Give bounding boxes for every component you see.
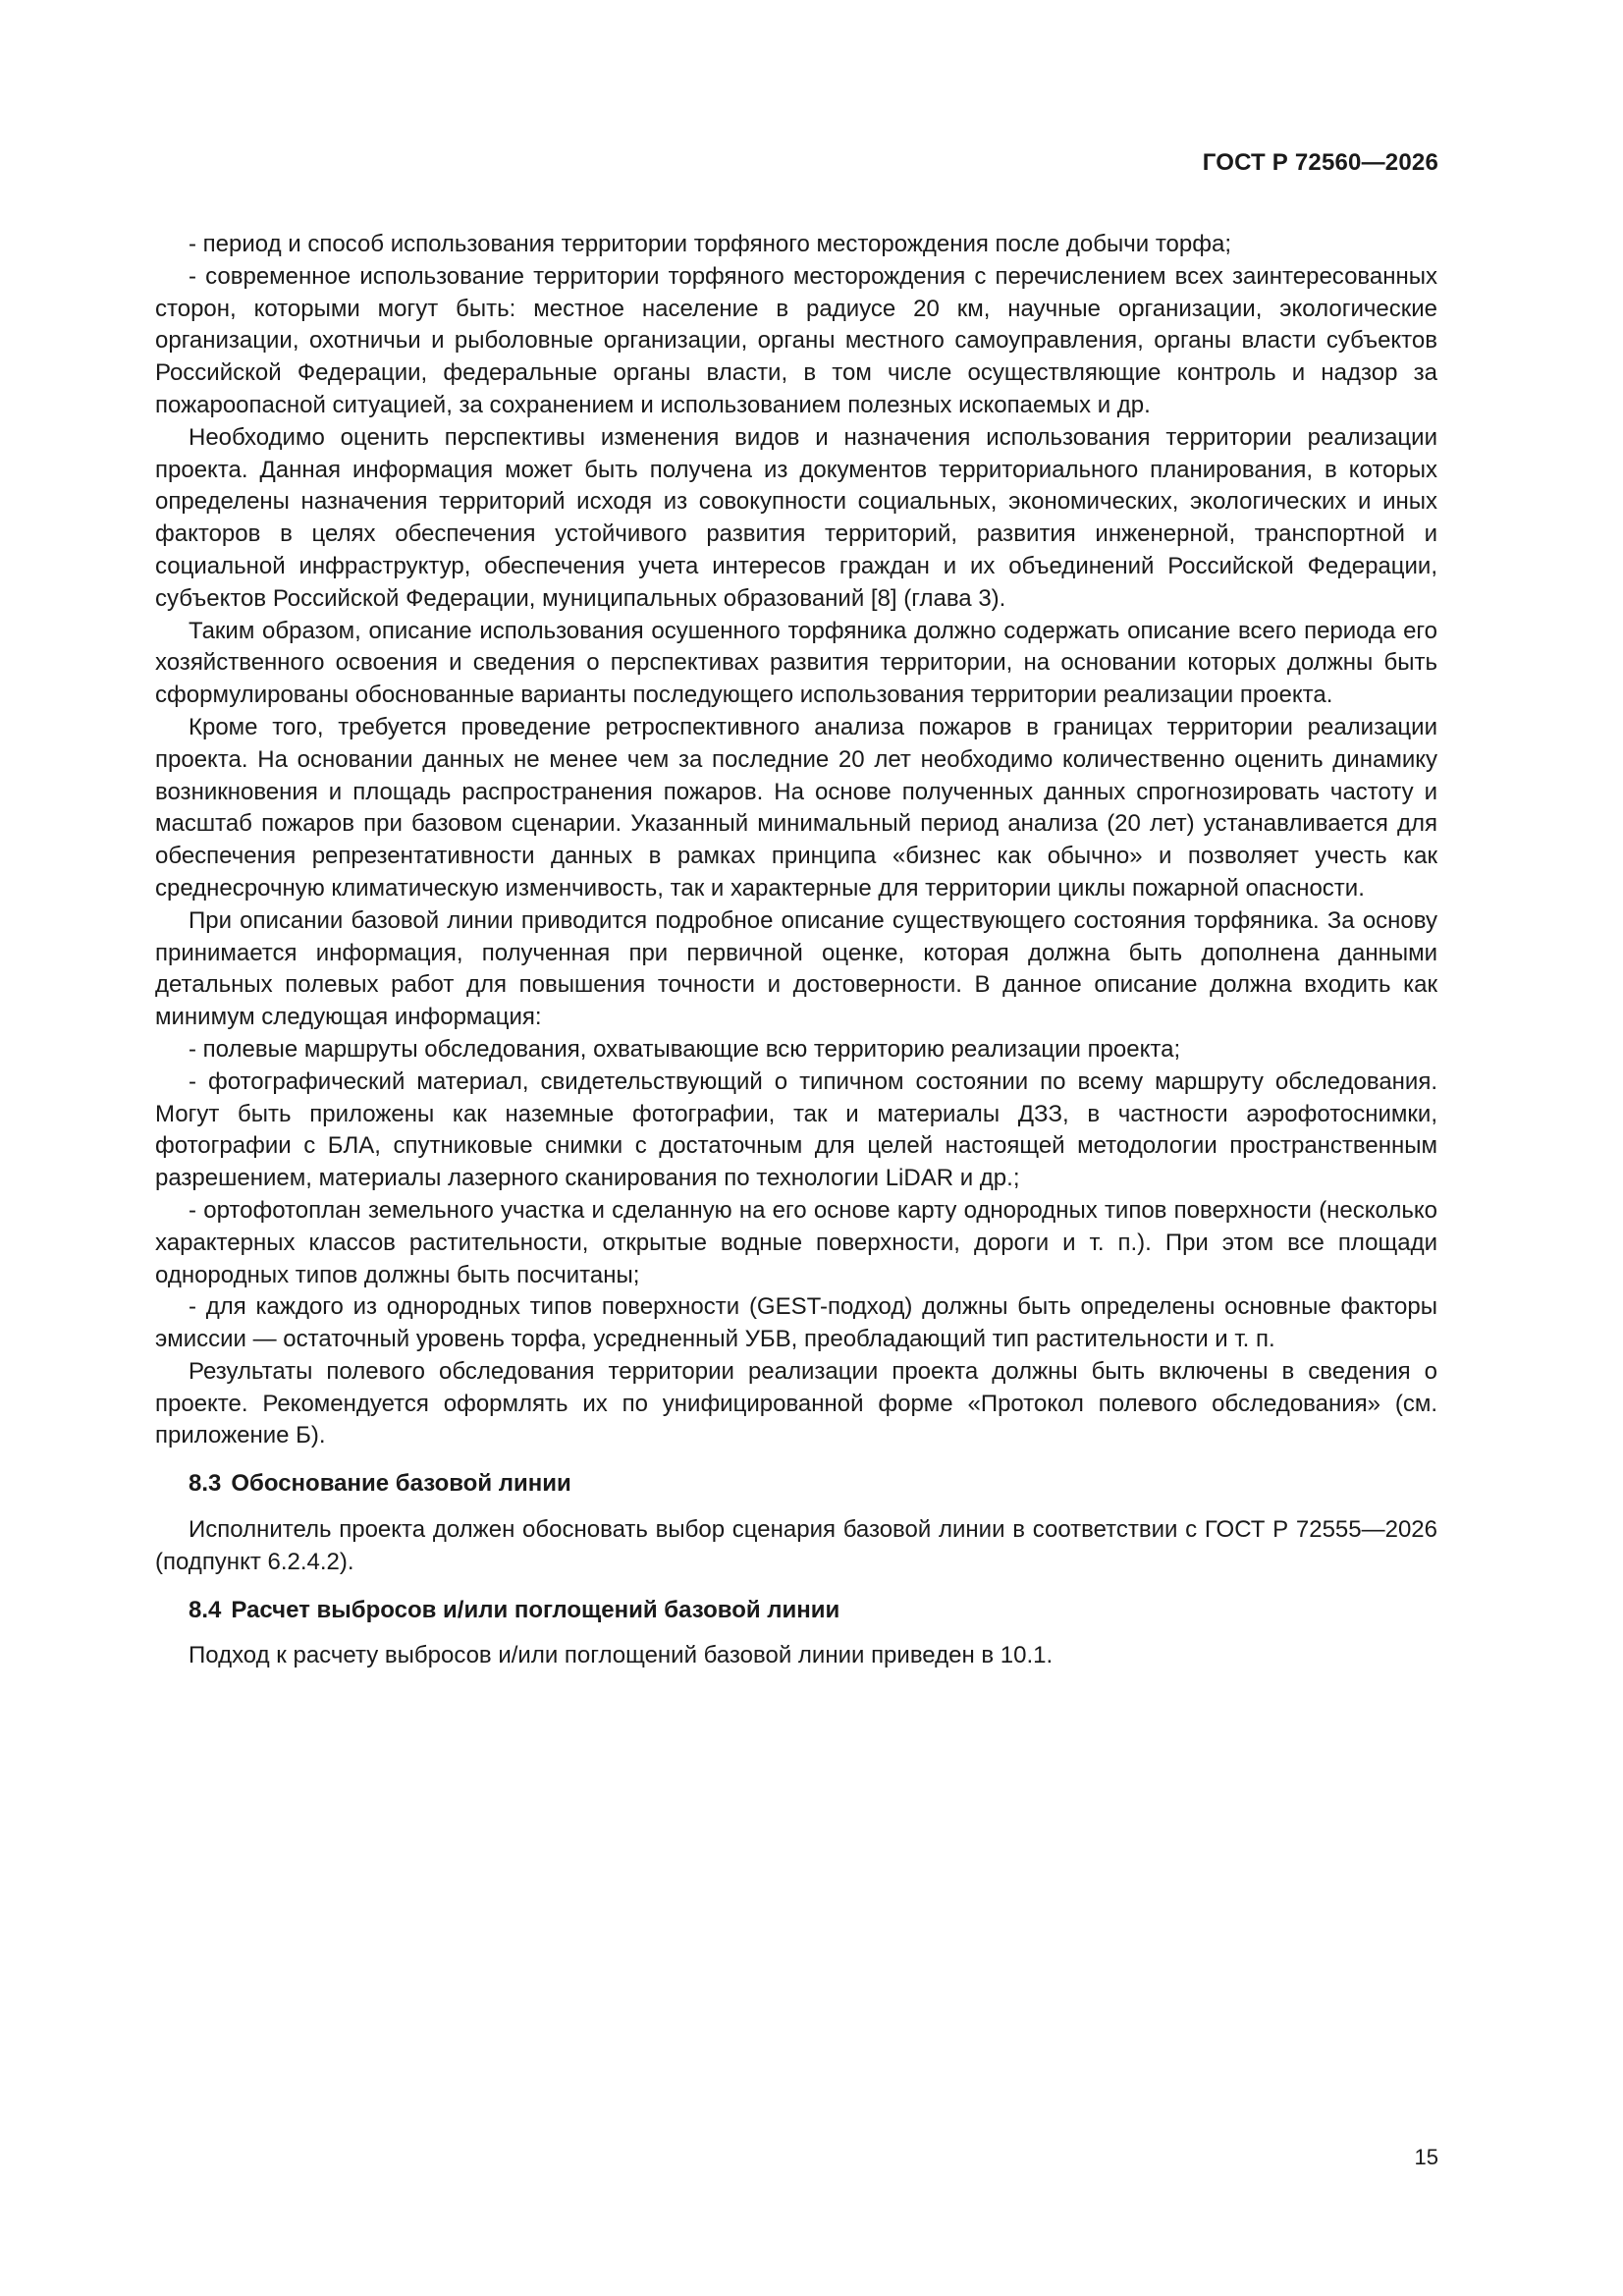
page-number: 15 (1414, 2145, 1438, 2169)
list-item-photos: - фотографический материал, свидетельствующий о типичном состоянии по всему маршруту обследования. Могут быть приложены как наземные фотографии, так и материалы ДЗЗ, в частности аэрофотоснимки, фотографии с БЛА, спутниковые снимки с достаточным для целей настоящей методологии пространственным разрешением, материалы лазерного сканирования по технологии LiDAR и др.; (155, 1067, 1437, 1192)
paragraph-prospects: Необходимо оценить перспективы изменения видов и назначения использования территории реализации проекта. Данная информация может быть получена из документов территориального планирования, в которых определены назначения территорий исходя из совокупности социальных, экономических, экологических и иных факторов в целях обеспечения устойчивого развития территорий, развития инженерной, транспортной и социальной инфраструктур, обеспечения учета интересов граждан и их объединений Российской Федерации, субъектов Российской Федерации, муниципальных образований [8] (глава 3). (155, 423, 1437, 612)
section-heading-8-4 (155, 1595, 1437, 1627)
document-body (155, 229, 1437, 1672)
list-item-routes: - полевые маршруты обследования, охватывающие всю территорию реализации проекта; (189, 1035, 1181, 1063)
section-8-3-text: Исполнитель проекта должен обосновать выбор сценария базовой линии в соответствии с ГОСТ Р 72555—2026 (подпункт 6.2.4.2). (155, 1516, 1437, 1575)
section-number: 8.3 (189, 1470, 222, 1498)
section-number: 8.4 (189, 1596, 222, 1623)
paragraph-fire-analysis: Кроме того, требуется проведение ретроспективного анализа пожаров в границах территории реализации проекта. На основании данных не менее чем за последние 20 лет необходимо количественно оценить динамику возникновения и площадь распространения пожаров. На основе полученных данных спрогнозировать частоту и масштаб пожаров при базовом сценарии. Указанный минимальный период анализа (20 лет) устанавливается для обеспечения репрезентативности данных в рамках принципа «бизнес как обычно» и позволяет учесть как среднесрочную климатическую изменчивость, так и характерные для территории циклы пожарной опасности. (155, 713, 1437, 902)
paragraph-baseline-description: При описании базовой линии приводится подробное описание существующего состояния торфяника. За основу принимается информация, полученная при первичной оценке, которая должна быть дополнена данными детальных полевых работ для повышения точности и достоверности. В данное описание должна входить как минимум следующая информация: (155, 906, 1437, 1031)
list-item-gest: - для каждого из однородных типов поверхности (GEST-подход) должны быть определены основные факторы эмиссии — остаточный уровень торфа, усредненный УБВ, преобладающий тип растительности и т. п. (155, 1293, 1437, 1353)
paragraph-summary: Таким образом, описание использования осушенного торфяника должно содержать описание всего периода его хозяйственного освоения и сведения о перспективах развития территории, на основании которых должны быть сформулированы обоснованные варианты последующего использования территории реализации проекта. (155, 617, 1437, 709)
paragraph-field-results: Результаты полевого обследования территории реализации проекта должны быть включены в сведения о проекте. Рекомендуется оформлять их по унифицированной форме «Протокол полевого обследования» (см. приложение Б). (155, 1357, 1437, 1449)
section-heading-8-3 (155, 1468, 1437, 1501)
section-title: Обоснование базовой линии (231, 1470, 571, 1498)
list-item-period: - период и способ использования территории торфяного месторождения после добычи торфа; (189, 231, 1232, 257)
section-8-4-text: Подход к расчету выбросов и/или поглощений базовой линии приведен в 10.1. (189, 1642, 1054, 1669)
section-title: Расчет выбросов и/или поглощений базовой линии (231, 1596, 840, 1623)
document-code: ГОСТ Р 72560—2026 (1202, 149, 1438, 176)
list-item-current-use: - современное использование территории торфяного месторождения с перечислением всех заинтересованных сторон, которыми могут быть: местное население в радиусе 20 км, научные организации, экологические организации, охотничьи и рыболовные организации, органы местного самоуправления, органы власти субъектов Российской Федерации, федеральные органы власти, в том числе осуществляющие контроль и надзор за пожароопасной ситуацией, за сохранением и использованием полезных ископаемых и др. (155, 262, 1437, 418)
list-item-orthophoto: - ортофотоплан земельного участка и сделанную на его основе карту однородных типов поверхности (несколько характерных классов растительности, открытые водные поверхности, дороги и т. п.). При этом все площади однородных типов должны быть посчитаны; (155, 1196, 1437, 1288)
